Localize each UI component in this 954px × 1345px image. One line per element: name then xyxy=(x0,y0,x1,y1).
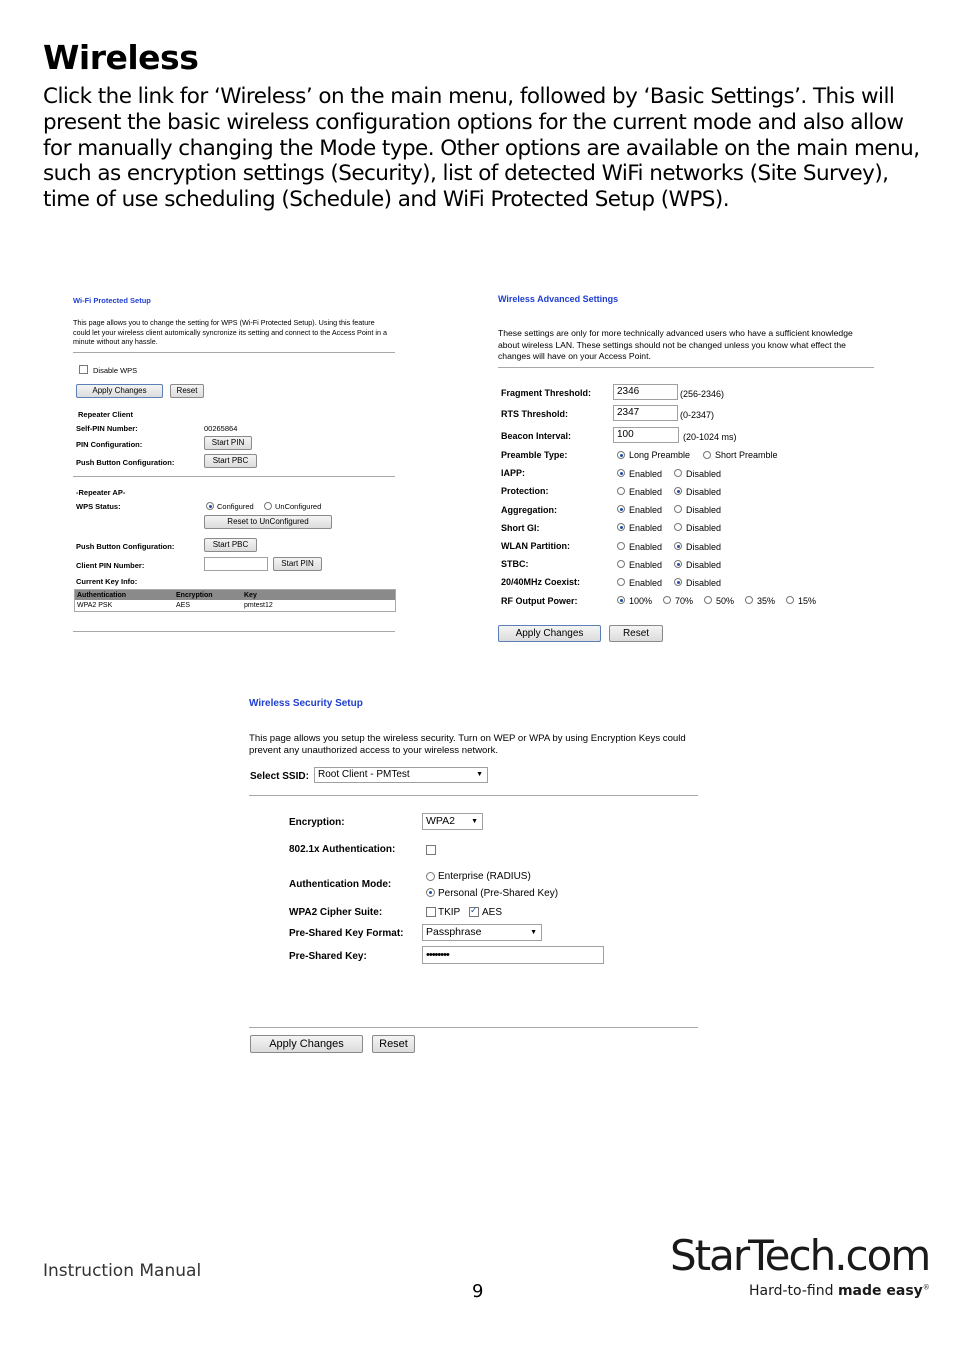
long-preamble-radio[interactable] xyxy=(617,451,625,459)
wps-description: This page allows you to change the setting for WPS (Wi-Fi Protected Setup). Using this feature could let your wireless client automically syncronize its setting and connect to the Access Point in a minute without any hassle. xyxy=(73,318,388,346)
table-row xyxy=(75,600,395,611)
rf-15-label: 15% xyxy=(798,596,817,606)
security-apply-button[interactable]: Apply Changes xyxy=(250,1035,363,1053)
disable-wps-label: Disable WPS xyxy=(93,366,138,375)
registered-mark: ® xyxy=(922,1283,930,1292)
rf-100-label: 100% xyxy=(629,596,653,606)
disable-wps-checkbox[interactable] xyxy=(79,365,88,374)
aggregation-label: Aggregation: xyxy=(501,505,557,515)
divider xyxy=(73,352,395,353)
encryption-label: Encryption: xyxy=(289,817,345,828)
psk-format-select[interactable] xyxy=(422,924,542,941)
iapp-label: IAPP: xyxy=(501,468,526,478)
advanced-reset-button[interactable]: Reset xyxy=(609,625,663,642)
divider xyxy=(249,1027,698,1028)
rf-15-radio[interactable] xyxy=(786,596,794,604)
long-preamble-label: Long Preamble xyxy=(629,450,691,460)
repeater-ap-heading: -Repeater AP- xyxy=(76,488,126,497)
disabled-label: Disabled xyxy=(686,542,722,552)
rf-35-label: 35% xyxy=(757,596,776,606)
psk-format-label: Pre-Shared Key Format: xyxy=(289,928,404,939)
iapp-disabled-radio[interactable] xyxy=(674,469,682,477)
beacon-label: Beacon Interval: xyxy=(501,431,572,441)
ssid-select[interactable] xyxy=(314,767,488,783)
start-pbc-button[interactable]: Start PBC xyxy=(204,454,257,468)
table-cell: pmtest12 xyxy=(244,602,273,609)
push-button-config-label: Push Button Configuration: xyxy=(76,458,175,467)
enabled-label: Enabled xyxy=(629,578,663,588)
table-header: Encryption xyxy=(174,590,242,600)
aggregation-disabled-radio[interactable] xyxy=(674,505,682,513)
unconfigured-radio[interactable] xyxy=(264,502,272,510)
page-number: 9 xyxy=(472,1281,484,1302)
self-pin-label: Self-PIN Number: xyxy=(76,424,138,433)
page-title: Wireless xyxy=(43,38,199,77)
aes-checkbox[interactable] xyxy=(469,907,479,917)
rts-label: RTS Threshold: xyxy=(501,409,568,419)
startech-logo: StarTech.com xyxy=(670,1231,930,1280)
disabled-label: Disabled xyxy=(686,578,722,588)
security-description: This page allows you setup the wireless security. Turn on WEP or WPA by using Encryption Keys could prevent any unauthorized access to your wireless network. xyxy=(249,733,686,756)
rf-50-radio[interactable] xyxy=(704,596,712,604)
short-gi-disabled-radio[interactable] xyxy=(674,523,682,531)
client-pin-input[interactable] xyxy=(204,557,268,571)
coexist-disabled-radio[interactable] xyxy=(674,578,682,586)
protection-label: Protection: xyxy=(501,486,549,496)
dot1x-checkbox[interactable] xyxy=(426,845,436,855)
start-pin-button[interactable]: Start PIN xyxy=(204,436,252,450)
rf-35-radio[interactable] xyxy=(745,596,753,604)
enabled-label: Enabled xyxy=(629,542,663,552)
security-reset-button[interactable]: Reset xyxy=(372,1035,415,1053)
dot1x-label: 802.1x Authentication: xyxy=(289,844,396,855)
enabled-label: Enabled xyxy=(629,487,663,497)
stbc-disabled-radio[interactable] xyxy=(674,560,682,568)
fragment-input[interactable]: 2346 xyxy=(613,384,678,400)
advanced-description: These settings are only for more technically advanced users who have a sufficient knowledge about wireless LAN. These settings should not be changed unless you know what effect the changes will have on your Access Point. xyxy=(498,328,853,361)
tkip-checkbox[interactable] xyxy=(426,907,436,917)
rf-70-label: 70% xyxy=(675,596,694,606)
enabled-label: Enabled xyxy=(629,523,663,533)
disabled-label: Disabled xyxy=(686,505,722,515)
personal-label: Personal (Pre-Shared Key) xyxy=(438,888,559,899)
stbc-enabled-radio[interactable] xyxy=(617,560,625,568)
psk-label: Pre-Shared Key: xyxy=(289,951,367,962)
beacon-input[interactable]: 100 xyxy=(613,427,679,443)
protection-enabled-radio[interactable] xyxy=(617,487,625,495)
key-info-table xyxy=(74,589,396,612)
aggregation-enabled-radio[interactable] xyxy=(617,505,625,513)
fragment-label: Fragment Threshold: xyxy=(501,388,592,398)
enterprise-label: Enterprise (RADIUS) xyxy=(438,871,531,882)
wlan-disabled-radio[interactable] xyxy=(674,542,682,550)
protection-disabled-radio[interactable] xyxy=(674,487,682,495)
disabled-label: Disabled xyxy=(686,523,722,533)
wps-reset-button[interactable]: Reset xyxy=(170,384,204,398)
divider xyxy=(249,795,698,796)
configured-radio[interactable] xyxy=(206,502,214,510)
tagline-text: Hard-to-find xyxy=(749,1283,838,1299)
start-pbc-button-2[interactable]: Start PBC xyxy=(204,538,257,552)
select-ssid-label: Select SSID: xyxy=(250,771,309,782)
short-preamble-radio[interactable] xyxy=(703,451,711,459)
rf-output-label: RF Output Power: xyxy=(501,596,578,606)
preamble-label: Preamble Type: xyxy=(501,450,568,460)
coexist-enabled-radio[interactable] xyxy=(617,578,625,586)
auth-mode-label: Authentication Mode: xyxy=(289,879,392,890)
disabled-label: Disabled xyxy=(686,487,722,497)
divider xyxy=(73,476,395,477)
divider xyxy=(498,367,874,368)
chevron-down-icon: ▼ xyxy=(530,929,537,936)
enabled-label: Enabled xyxy=(629,560,663,570)
pin-config-label: PIN Configuration: xyxy=(76,440,143,449)
enabled-label: Enabled xyxy=(629,505,663,515)
intro-paragraph: Click the link for ‘Wireless’ on the main menu, followed by ‘Basic Settings’. This will present the basic wireless configuration options for the current mode and also allow for manually changing the Mode type. Other options are available on the main menu, such as encryption settings (Security), list of detected WiFi networks (Site Survey), time of use scheduling (Schedule) and WiFi Protected Setup (WPS). xyxy=(43,84,920,213)
wps-title: Wi-Fi Protected Setup xyxy=(73,296,151,305)
wlan-partition-label: WLAN Partition: xyxy=(501,541,570,551)
enabled-label: Enabled xyxy=(629,469,663,479)
ssid-value: Root Client - PMTest xyxy=(318,769,410,780)
rf-70-radio[interactable] xyxy=(663,596,671,604)
divider xyxy=(73,631,395,632)
security-title: Wireless Security Setup xyxy=(249,698,363,709)
table-cell: WPA2 PSK xyxy=(77,602,113,609)
disabled-label: Disabled xyxy=(686,560,722,570)
repeater-client-heading: Repeater Client xyxy=(78,410,134,419)
short-gi-label: Short GI: xyxy=(501,523,540,533)
encryption-select[interactable] xyxy=(422,813,483,830)
cipher-suite-label: WPA2 Cipher Suite: xyxy=(289,907,383,918)
disabled-label: Disabled xyxy=(686,469,722,479)
table-header: Key xyxy=(242,590,395,600)
configured-label: Configured xyxy=(217,502,254,511)
beacon-range: (20-1024 ms) xyxy=(683,432,737,442)
psk-input[interactable]: •••••••• xyxy=(422,946,604,964)
aes-label: AES xyxy=(482,907,503,918)
wps-apply-button[interactable]: Apply Changes xyxy=(76,384,163,398)
unconfigured-label: UnConfigured xyxy=(275,502,322,511)
push-button-config-label-2: Push Button Configuration: xyxy=(76,542,175,551)
wps-status-label: WPS Status: xyxy=(76,502,121,511)
table-cell: AES xyxy=(176,602,191,609)
rts-input[interactable]: 2347 xyxy=(613,405,678,421)
enterprise-radio[interactable] xyxy=(426,872,435,881)
advanced-title: Wireless Advanced Settings xyxy=(498,294,619,304)
rf-100-radio[interactable] xyxy=(617,596,625,604)
chevron-down-icon: ▼ xyxy=(476,771,483,778)
current-key-info-label: Current Key Info: xyxy=(76,577,138,586)
short-gi-enabled-radio[interactable] xyxy=(617,523,625,531)
advanced-apply-button[interactable]: Apply Changes xyxy=(498,625,601,642)
tkip-label: TKIP xyxy=(438,907,461,918)
short-preamble-label: Short Preamble xyxy=(715,450,778,460)
client-pin-label: Client PIN Number: xyxy=(76,561,145,570)
footer-manual-label: Instruction Manual xyxy=(43,1261,202,1281)
logo-tagline xyxy=(749,1283,930,1299)
rf-50-label: 50% xyxy=(716,596,735,606)
self-pin-value: 00265864 xyxy=(204,424,238,433)
encryption-value: WPA2 xyxy=(426,815,455,827)
tagline-bold: made easy xyxy=(837,1283,923,1299)
stbc-label: STBC: xyxy=(501,559,529,569)
fragment-range: (256-2346) xyxy=(680,389,725,399)
wlan-enabled-radio[interactable] xyxy=(617,542,625,550)
psk-format-value: Passphrase xyxy=(426,926,482,938)
iapp-enabled-radio[interactable] xyxy=(617,469,625,477)
chevron-down-icon: ▼ xyxy=(471,818,478,825)
personal-radio[interactable] xyxy=(426,888,435,897)
start-pin-button-2[interactable]: Start PIN xyxy=(273,557,322,571)
table-header: Authentication xyxy=(75,590,174,600)
rts-range: (0-2347) xyxy=(680,410,715,420)
coexist-label: 20/40MHz Coexist: xyxy=(501,577,581,587)
reset-unconfigured-button[interactable]: Reset to UnConfigured xyxy=(204,515,332,529)
